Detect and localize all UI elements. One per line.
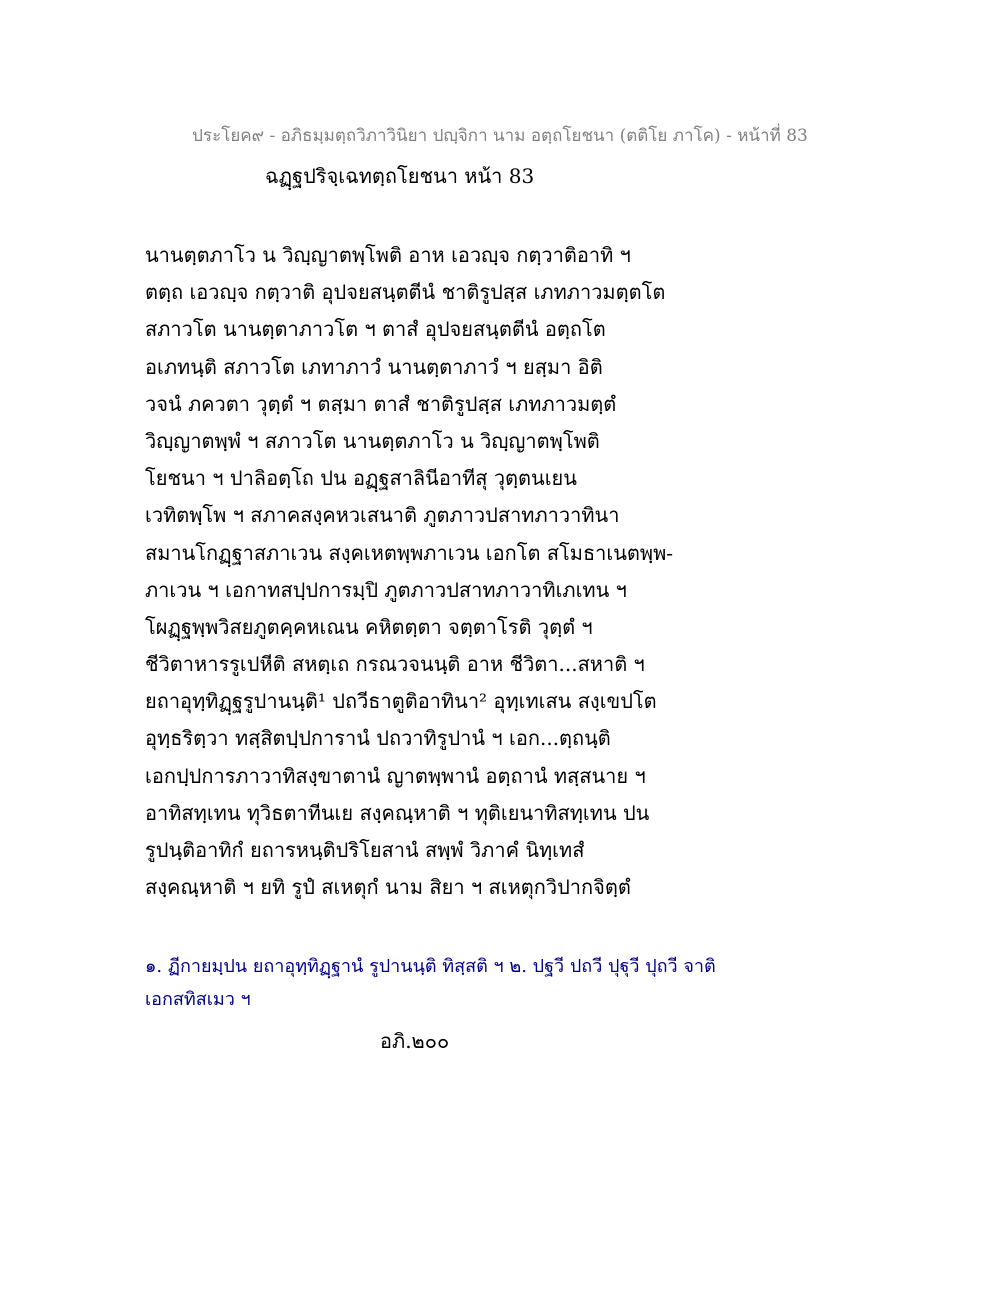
page-reference: อภิ.๒๐๐: [380, 1029, 450, 1053]
footnote-line: ๑. ฏีกายมฺปน ยถาอุทฺทิฏฺฐานํ รูปานนฺติ ทิสฺสติ ฯ ๒. ปฐวี ปถวี ปุฐุวี ปุถวี จาติ: [145, 956, 716, 977]
body-line: ตตฺถ เอวญฺจ กตฺวาติ อุปจยสนฺตตีนํ ชาติรูปสฺส เภทภาวมตฺตโต: [145, 280, 666, 305]
chapter-title: ฉฏฺฐปริจฺเฉทตฺถโยชนา หน้า 83: [265, 164, 535, 188]
body-line: สมานโกฏฺฐาสภาเวน สงฺคเหตพฺพภาเวน เอกโต สโมธาเนตพฺพ-: [145, 540, 674, 565]
body-line: อาทิสทฺเทน ทุวิธตาทีนเย สงฺคณฺหาติ ฯ ทุติเยนาทิสทฺเทน ปน: [145, 800, 650, 825]
running-header: [0, 122, 1000, 149]
body-line: ยถาอุทฺทิฏฺฐรูปานนฺติ¹ ปถวีธาตูติอาทินา² อุทฺเทเสน สงฺเขปโต: [145, 689, 657, 714]
body-line: ชีวิตาหารรูเปหีติ สหตฺเถ กรณวจนนฺติ อาห ชีวิตา...สหาติ ฯ: [145, 652, 645, 677]
body-text: [145, 237, 865, 906]
body-line: นานตฺตภาโว น วิญฺญาตพฺโพติ อาห เอวญฺจ กตฺวาติอาทิ ฯ: [145, 243, 631, 267]
body-line: อุทฺธริตฺวา ทสฺสิตปฺปการานํ ปถวาทิรูปานํ ฯ เอก...ตฺถนฺติ: [145, 726, 611, 751]
body-line: วจนํ ภควตา วุตฺตํ ฯ ตสฺมา ตาสํ ชาติรูปสฺส เภทภาวมตฺตํ: [145, 391, 617, 416]
body-line: อเภทนฺติ สภาวโต เภทาภาวํ นานตฺตาภาวํ ฯ ยสฺมา อิติ: [145, 354, 603, 379]
body-line: โผฏฺฐพฺพวิสยภูตคฺคหเณน คหิตตฺตา จตฺตาโรติ วุตฺตํ ฯ: [145, 614, 593, 639]
body-line: วิญฺญาตพฺพํ ฯ สภาวโต นานตฺตภาโว น วิญฺญาตพฺโพติ: [145, 428, 600, 453]
body-line: เวทิตพฺโพ ฯ สภาคสงฺคหวเสนาติ ภูตภาวปสาทภาวาทินา: [145, 503, 620, 528]
body-line: สงฺคณฺหาติ ฯ ยทิ รูปํ สเหตุกํ นาม สิยา ฯ สเหตุกวิปากจิตฺตํ: [145, 875, 631, 900]
body-line: สภาวโต นานตฺตาภาวโต ฯ ตาสํ อุปจยสนฺตตีนํ อตฺถโต: [145, 317, 606, 342]
running-header-text: ประโยค๙ - อภิธมฺมตฺถวิภาวินิยา ปญฺจิกา นาม อตฺถโยชนา (ตติโย ภาโค) - หน้าที่ 83: [192, 126, 808, 146]
body-line: โยชนา ฯ ปาลิอตฺโถ ปน อฏฺฐสาลินีอาทีสุ วุตฺตนเยน: [145, 466, 577, 491]
body-line: เอกปฺปการภาวาทิสงฺขาตานํ ญาตพฺพานํ อตฺถานํ ทสฺสนาย ฯ: [145, 763, 646, 788]
footnotes: [145, 950, 865, 1016]
body-line: รูปนฺติอาทิกํ ยถารหนฺติปริโยสานํ สพฺพํ วิภาคํ นิทฺเทสํ: [145, 838, 585, 862]
footnote-line: เอกสทิสเมว ฯ: [145, 989, 251, 1010]
body-line: ภาเวน ฯ เอกาทสปฺปการมฺปิ ภูตภาวปสาทภาวาทิเภเทน ฯ: [145, 577, 627, 602]
